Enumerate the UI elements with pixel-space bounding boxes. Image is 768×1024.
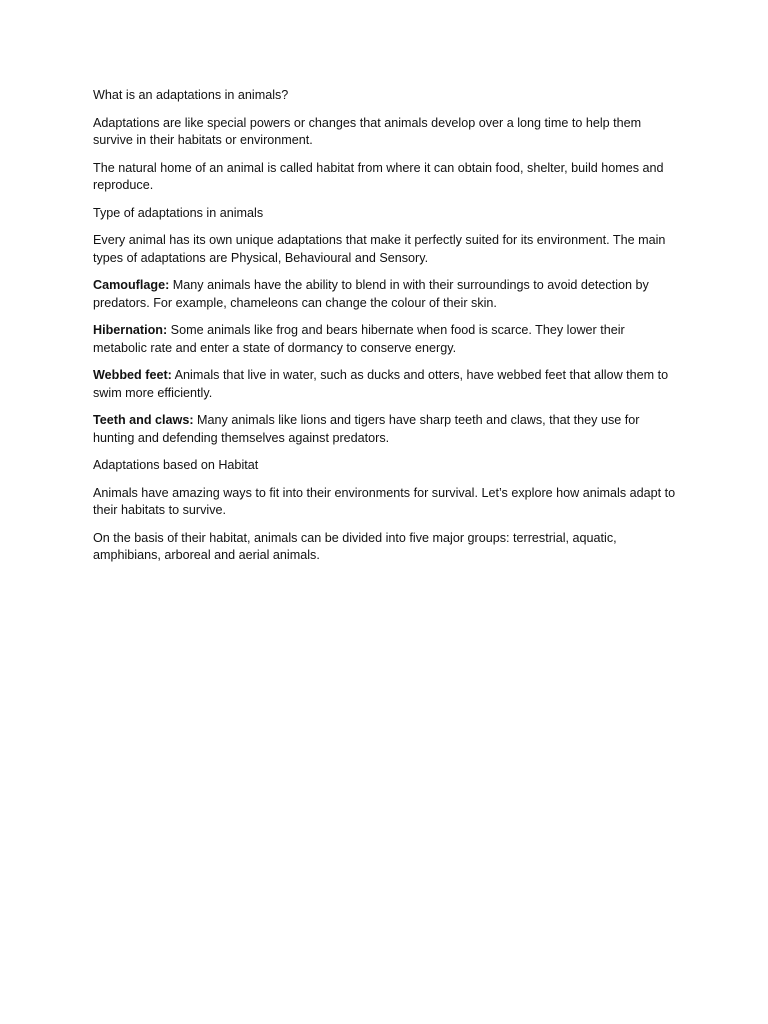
- adaptation-hibernation: [93, 322, 678, 357]
- adaptation-term: Camouflage:: [93, 278, 170, 292]
- adaptation-webbed-feet: [93, 367, 678, 402]
- adaptation-text: Many animals like lions and tigers have sharp teeth and claws, that they use for hunting and defending themselves against predators.: [93, 413, 640, 445]
- adaptation-text: Some animals like frog and bears hibernate when food is scarce. They lower their metabolic rate and enter a state of dormancy to conserve energy.: [93, 323, 625, 355]
- adaptation-term: Hibernation:: [93, 323, 168, 337]
- habitat-definition: The natural home of an animal is called habitat from where it can obtain food, shelter, build homes and reproduce.: [93, 160, 664, 192]
- habitat-paragraph-1: Animals have amazing ways to fit into their environments for survival. Let’s explore how animals adapt to their habitats to survive.: [93, 485, 676, 517]
- heading-question: What is an adaptations in animals?: [93, 88, 289, 102]
- document-body: [93, 87, 678, 575]
- types-heading: Type of adaptations in animals: [93, 205, 264, 220]
- adaptation-text: Animals that live in water, such as ducks and otters, have webbed feet that allow them to swim more efficiently.: [93, 368, 669, 400]
- adaptation-text: Many animals have the ability to blend in with their surroundings to avoid detection by predators. For example, chameleons can change the colour of their skin.: [93, 278, 649, 310]
- adaptation-teeth-and-claws: [93, 412, 678, 447]
- habitat-heading: Adaptations based on Habitat: [93, 458, 259, 472]
- adaptation-term: Webbed feet:: [93, 368, 172, 382]
- habitat-paragraph-2: On the basis of their habitat, animals can be divided into five major groups: terrestrial, aquatic, amphibians, arboreal and aerial animals.: [93, 530, 617, 562]
- types-paragraph: Every animal has its own unique adaptations that make it perfectly suited for its environment. The main types of adaptations are Physical, Behavioural and Sensory.: [93, 233, 666, 265]
- intro-paragraph: Adaptations are like special powers or changes that animals develop over a long time to help them survive in their habitats or environment.: [93, 115, 642, 147]
- adaptation-term: Teeth and claws:: [93, 413, 194, 427]
- adaptation-camouflage: [93, 277, 678, 312]
